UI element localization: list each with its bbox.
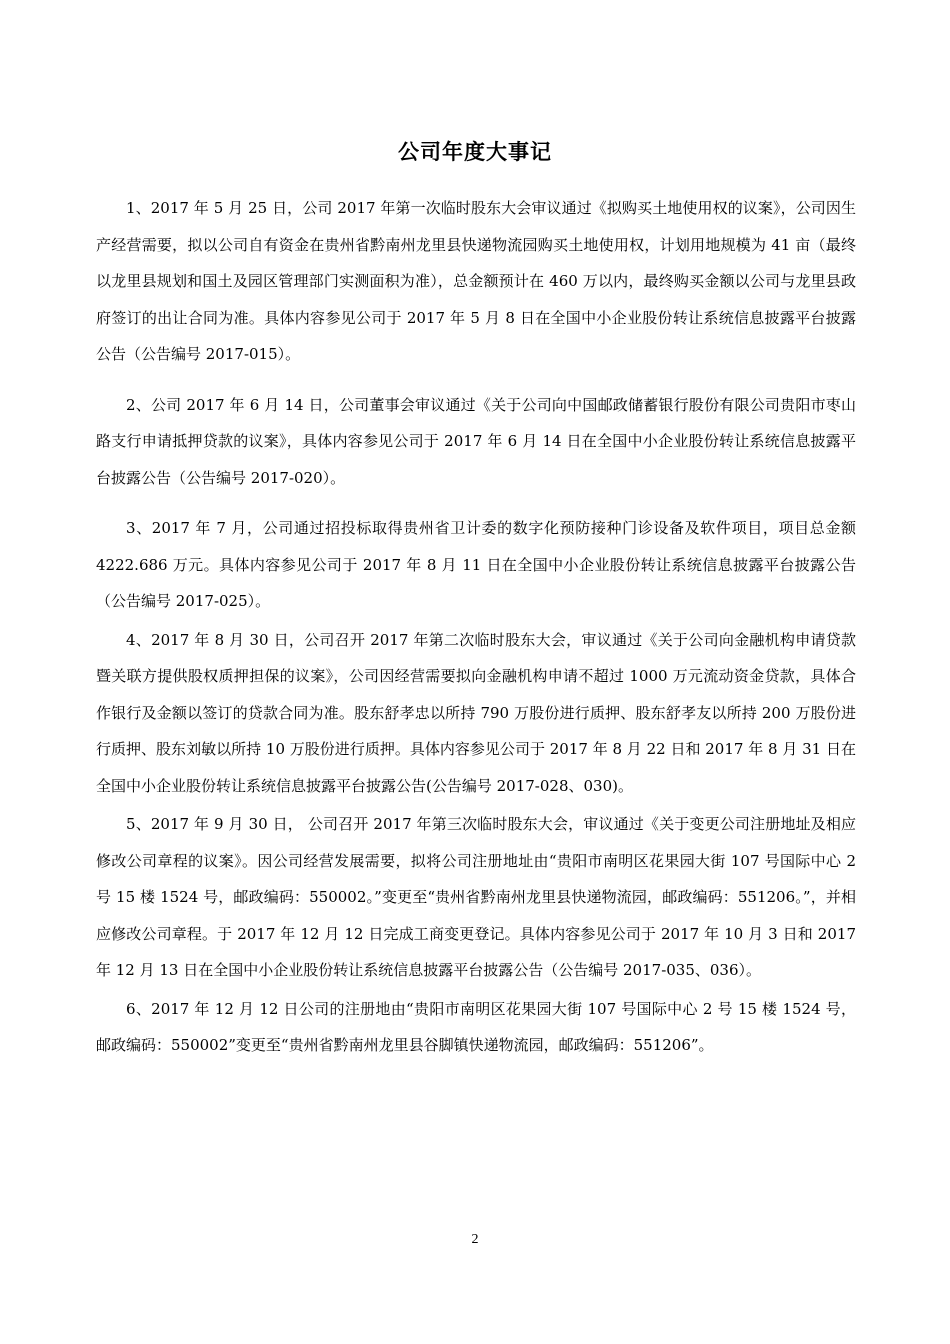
paragraph-1: 1、2017 年 5 月 25 日，公司 2017 年第一次临时股东大会审议通过《拟购买土地使用权的议案》，公司因生产经营需要，拟以公司自有资金在贵州省黔南州龙里县快递物流园购买土地使用权，计划用地规模为 41 亩（最终以龙里县规划和国土及园区管理部门实测面积为准），总金额预计在 460 万以内，最终购买金额以公司与龙里县政府签订的出让合同为准。具体内容参见公司于 2017 年 5 月 8 日在全国中小企业股份转让系统信息披露平台披露公告（公告编号 2017-015）。 [96, 199, 856, 363]
paragraph-3: 3、2017 年 7 月，公司通过招投标取得贵州省卫计委的数字化预防接种门诊设备及软件项目，项目总金额 4222.686 万元。具体内容参见公司于 2017 年 8 月 11 日在全国中小企业股份转让系统信息披露平台披露公告（公告编号 2017-025）。 [96, 519, 856, 610]
paragraph-4: 4、2017 年 8 月 30 日，公司召开 2017 年第二次临时股东大会，审议通过《关于公司向金融机构申请贷款暨关联方提供股权质押担保的议案》，公司因经营需要拟向金融机构申请不超过 1000 万元流动资金贷款，具体合作银行及金额以签订的贷款合同为准。股东舒孝忠以所持 790 万股份进行质押、股东舒孝友以所持 200 万股份进行质押、股东刘敏以所持 10 万股份进行质押。具体内容参见公司于 2017 年 8 月 22 日和 2017 年 8 月 31 日在全国中小企业股份转让系统信息披露平台披露公告(公告编号 2017-028、030)。 [96, 630, 856, 795]
page-title: 公司年度大事记 [398, 140, 552, 164]
paragraph-5: 5、2017 年 9 月 30 日， 公司召开 2017 年第三次临时股东大会，审议通过《关于变更公司注册地址及相应修改公司章程的议案》。因公司经营发展需要，拟将公司注册地址由“贵阳市南明区花果园大街 107 号国际中心 2 号 15 楼 1524 号，邮政编码：550002。”变更至“贵州省黔南州龙里县快递物流园，邮政编码：551206。”，并相应修改公司章程。于 2017 年 12 月 12 日完成工商变更登记。具体内容参见公司于 2017 年 10 月 3 日和 2017 年 12 月 13 日在全国中小企业股份转让系统信息披露平台披露公告（公告编号 2017-035、036）。 [96, 815, 856, 979]
paragraph-6: 6、2017 年 12 月 12 日公司的注册地由“贵阳市南明区花果园大街 107 号国际中心 2 号 15 楼 1524 号，邮政编码：550002”变更至“贵州省黔南州龙里县谷脚镇快递物流园，邮政编码：551206”。 [96, 999, 856, 1054]
page-number: 2 [471, 1232, 479, 1247]
paragraph-2: 2、公司 2017 年 6 月 14 日，公司董事会审议通过《关于公司向中国邮政储蓄银行股份有限公司贵阳市枣山路支行申请抵押贷款的议案》，具体内容参见公司于 2017 年 6 月 14 日在全国中小企业股份转让系统信息披露平台披露公告（公告编号 2017-020）。 [96, 395, 856, 487]
document-body [96, 190, 856, 1064]
